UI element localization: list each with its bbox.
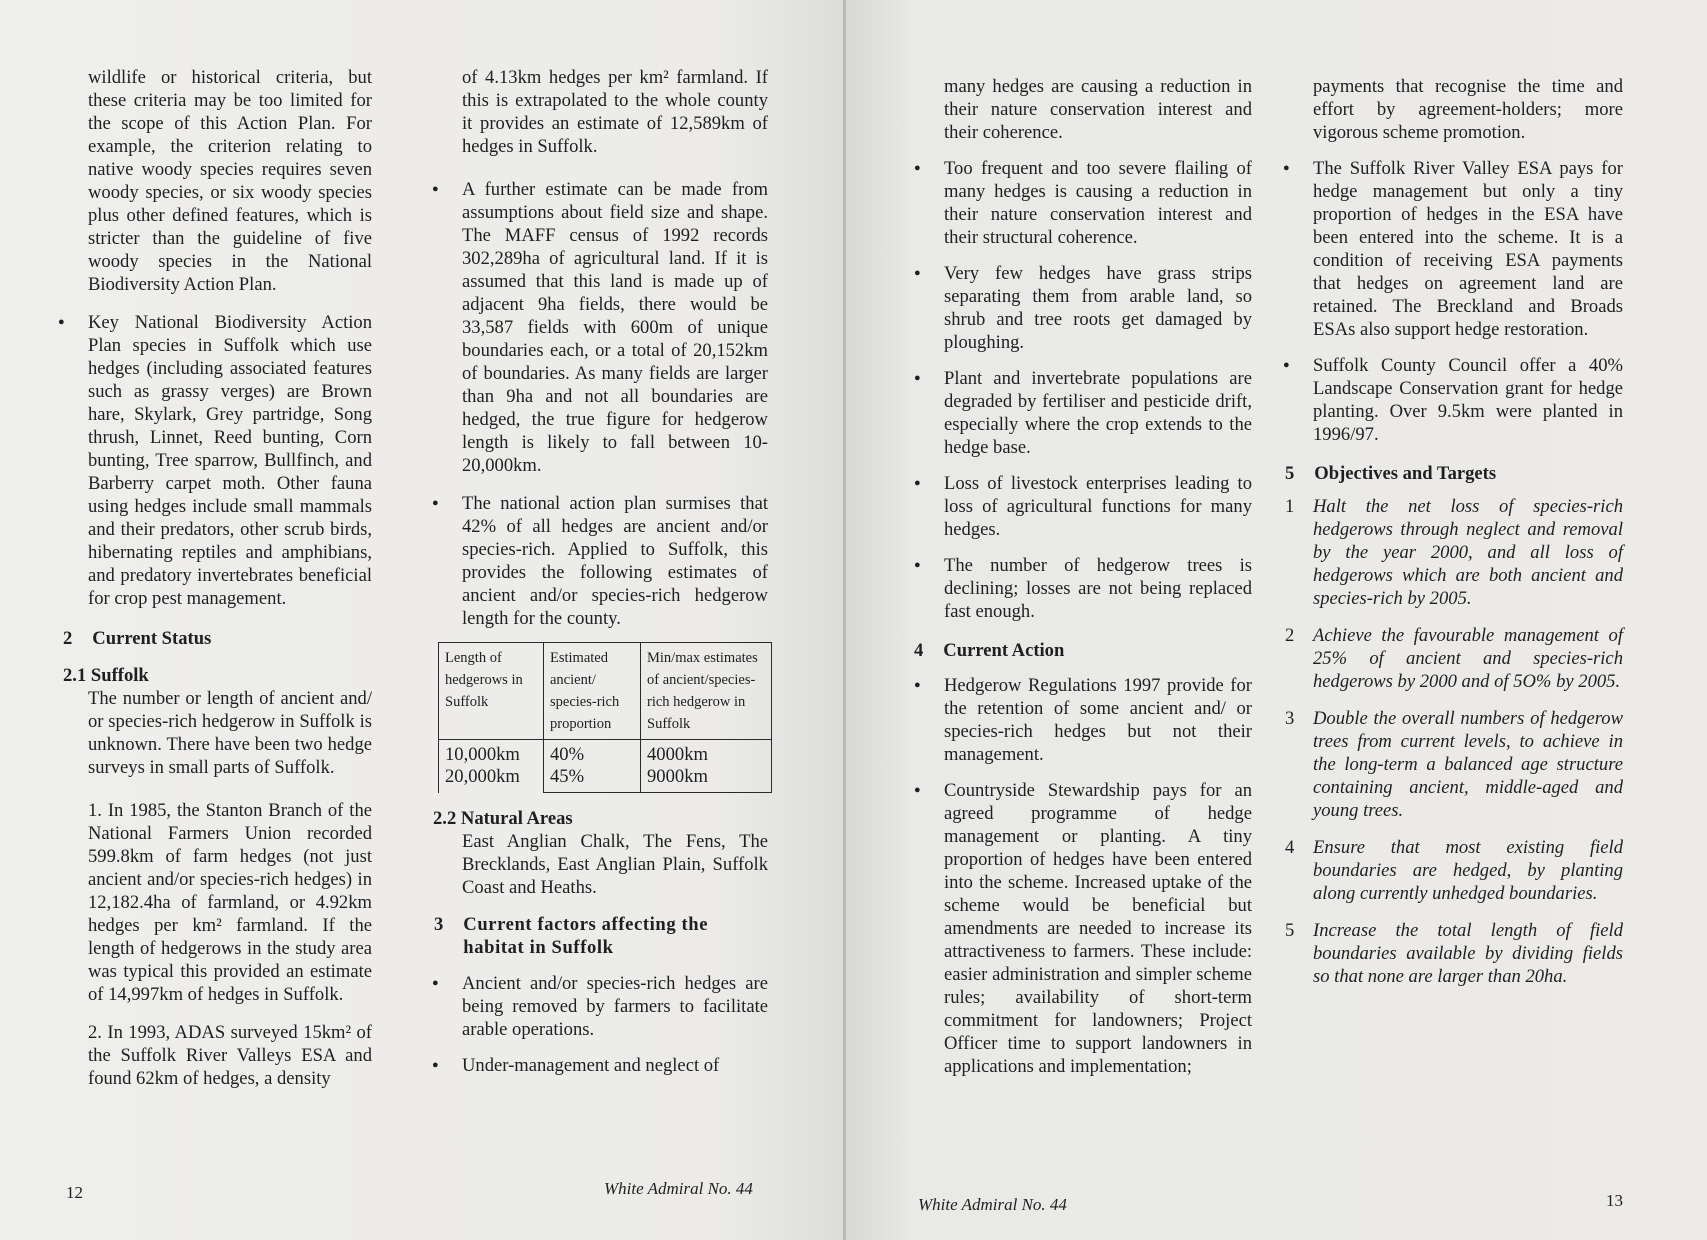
bullet-item: ● Loss of livestock enterprises leading to loss of agricultural functions for many hedges. [944, 472, 1252, 541]
table-header: Estimated ancient/ species-rich proportion [544, 643, 641, 740]
bullet-item: ● Under-management and neglect of [462, 1054, 768, 1077]
paragraph: payments that recognise the time and effort by agreement-holders; more vigorous scheme promotion. [1313, 76, 1623, 143]
paragraph: many hedges are causing a reduction in their nature conservation interest and their coherence. [944, 76, 1252, 143]
bullet-item: ● The Suffolk River Valley ESA pays for hedge management but only a tiny proportion of hedges in the ESA have been entered into the scheme. It is a condition of receiving ESA payments that hedges on agreement land are retained. The Breckland and Broads ESAs also support hedge restoration. [1313, 157, 1623, 341]
list-item: 5 Increase the total length of field boundaries available by dividing fields so that none are larger than 20ha. [1285, 920, 1623, 987]
table-row [439, 740, 772, 793]
bullet-item: ● The number of hedgerow trees is declining; losses are not being replaced fast enough. [944, 554, 1252, 623]
right-column-1 [914, 75, 1252, 1078]
right-column-2 [1285, 75, 1623, 988]
table-header: Length of hedgerows in Suffolk [439, 643, 544, 740]
objectives-list [1285, 495, 1623, 988]
bullet-item: ● Key National Biodiversity Action Plan species in Suffolk which use hedges (including associated features such as grassy verges) are Brown hare, Skylark, Grey partridge, Song thrush, Linnet, Reed bunting, Corn bunting, Tree sparrow, Bullfinch, and Barberry carpet moth. Other fauna using hedges include small mammals and their predators, other scrub birds, hibernating reptiles and amphibians, and predatory invertebrates beneficial for crop pest management. [88, 311, 372, 610]
left-column-1 [63, 66, 372, 1090]
estimates-table [438, 642, 772, 793]
bullet-item: ● The national action plan surmises that 42% of all hedges are ancient and/or species-rich. Applied to Suffolk, this provides the following estimates of ancient and/or species-rich hedgerow length for the county. [462, 492, 768, 630]
paragraph: The number or length of ancient and/ or species-rich hedgerow in Suffolk is unknown. There have been two hedge surveys in small parts of Suffolk. [88, 688, 372, 778]
list-item: 3 Double the overall numbers of hedgerow trees from current levels, to achieve in the long-term a balanced age structure containing ancient, middle-aged and young trees. [1285, 708, 1623, 821]
left-page [0, 0, 846, 1240]
bullet-item: ● Hedgerow Regulations 1997 provide for the retention of some ancient and/ or species-rich hedges but not their management. [944, 674, 1252, 766]
bullet-item: ● Suffolk County Council offer a 40% Landscape Conservation grant for hedge planting. Over 9.5km were planted in 1996/97. [1313, 354, 1623, 446]
page-number: 13 [1606, 1191, 1623, 1210]
paragraph: wildlife or historical criteria, but these criteria may be too limited for the scope of this Action Plan. For example, the criterion relating to native woody species requires seven woody species, or six woody species plus other defined features, which is stricter than the guideline of five woody species in the National Biodiversity Action Plan. [88, 67, 372, 295]
bullet-item: ● A further estimate can be made from assumptions about field size and shape. The MAFF census of 1992 records 302,289ha of agricultural land. If it is assumed that this land is made up of adjacent 9ha fields, there would be 33,587 fields with 600m of unique boundaries each, or a total of 20,152km of boundaries. As many fields are larger than 9ha and not all boundaries are hedged, the true figure for hedgerow length is likely to fall between 10-20,000km. [462, 178, 768, 477]
page-number: 12 [66, 1183, 83, 1202]
table-cell: 40% 45% [544, 740, 641, 793]
bullet-item: ● Countryside Stewardship pays for an agreed programme of hedge management or planting. A tiny proportion of hedges have been entered into the scheme. Increased uptake of the scheme would be beneficial but amendments are needed to increase its attractiveness to farmers. These include: easier administration and simpler scheme rules; availability of short-term commitment for landowners; Project Officer time to support landowners in applications and implementation; [944, 779, 1252, 1078]
paragraph: East Anglian Chalk, The Fens, The Brecklands, East Anglian Plain, Suffolk Coast and Heaths. [462, 831, 768, 898]
bullet-item: ● Ancient and/or species-rich hedges are being removed by farmers to facilitate arable operations. [462, 972, 768, 1041]
paragraph: 2. In 1993, ADAS surveyed 15km² of the Suffolk River Valleys ESA and found 62km of hedges, a density [88, 1022, 372, 1089]
list-item: 2 Achieve the favourable management of 25% of ancient and species-rich hedgerows by 2000 and of 5O% by 2005. [1285, 625, 1623, 692]
section-heading: 3 Current factors affecting the habitat in Suffolk [434, 914, 709, 958]
table-header-row [439, 643, 772, 740]
footer-title: White Admiral No. 44 [918, 1195, 1067, 1214]
left-column-2 [433, 66, 768, 1077]
bullet-item: ● Very few hedges have grass strips separating them from arable land, so shrub and tree roots get damaged by ploughing. [944, 262, 1252, 354]
list-item: 1 Halt the net loss of species-rich hedgerows through neglect and removal by the year 2000, and all loss of hedgerows which are both ancient and species-rich by 2005. [1285, 496, 1623, 609]
right-page [846, 0, 1707, 1240]
footer-title: White Admiral No. 44 [604, 1179, 753, 1198]
section-heading: 4 Current Action [914, 640, 1065, 661]
list-item: 4 Ensure that most existing field boundaries are hedged, by planting along currently unhedged boundaries. [1285, 837, 1623, 904]
bullet-item: ● Too frequent and too severe flailing of many hedges is causing a reduction in their nature conservation interest and their structural coherence. [944, 157, 1252, 249]
section-heading: 2 Current Status [63, 628, 212, 649]
paragraph: 1. In 1985, the Stanton Branch of the National Farmers Union recorded 599.8km of farm hedges (not just ancient and/or species-rich hedges) in 12,182.4ha of farmland, or 4.92km hedges per km² farmland. If the length of hedgerows in the study area was typical this provided an estimate of 14,997km of hedges in Suffolk. [88, 800, 372, 1005]
subsection-heading: 2.1 Suffolk [63, 665, 149, 686]
table-cell: 4000km 9000km [641, 740, 772, 793]
section-heading: 5 Objectives and Targets [1285, 463, 1497, 484]
table-header: Min/max estimates of ancient/species-rich hedgerow in Suffolk [641, 643, 772, 740]
table-cell: 10,000km 20,000km [439, 740, 544, 793]
subsection-heading: 2.2 Natural Areas [433, 808, 573, 829]
bullet-item: ● Plant and invertebrate populations are degraded by fertiliser and pesticide drift, especially where the crop extends to the hedge base. [944, 367, 1252, 459]
paragraph: of 4.13km hedges per km² farmland. If this is extrapolated to the whole county it provides an estimate of 12,589km of hedges in Suffolk. [462, 67, 768, 157]
